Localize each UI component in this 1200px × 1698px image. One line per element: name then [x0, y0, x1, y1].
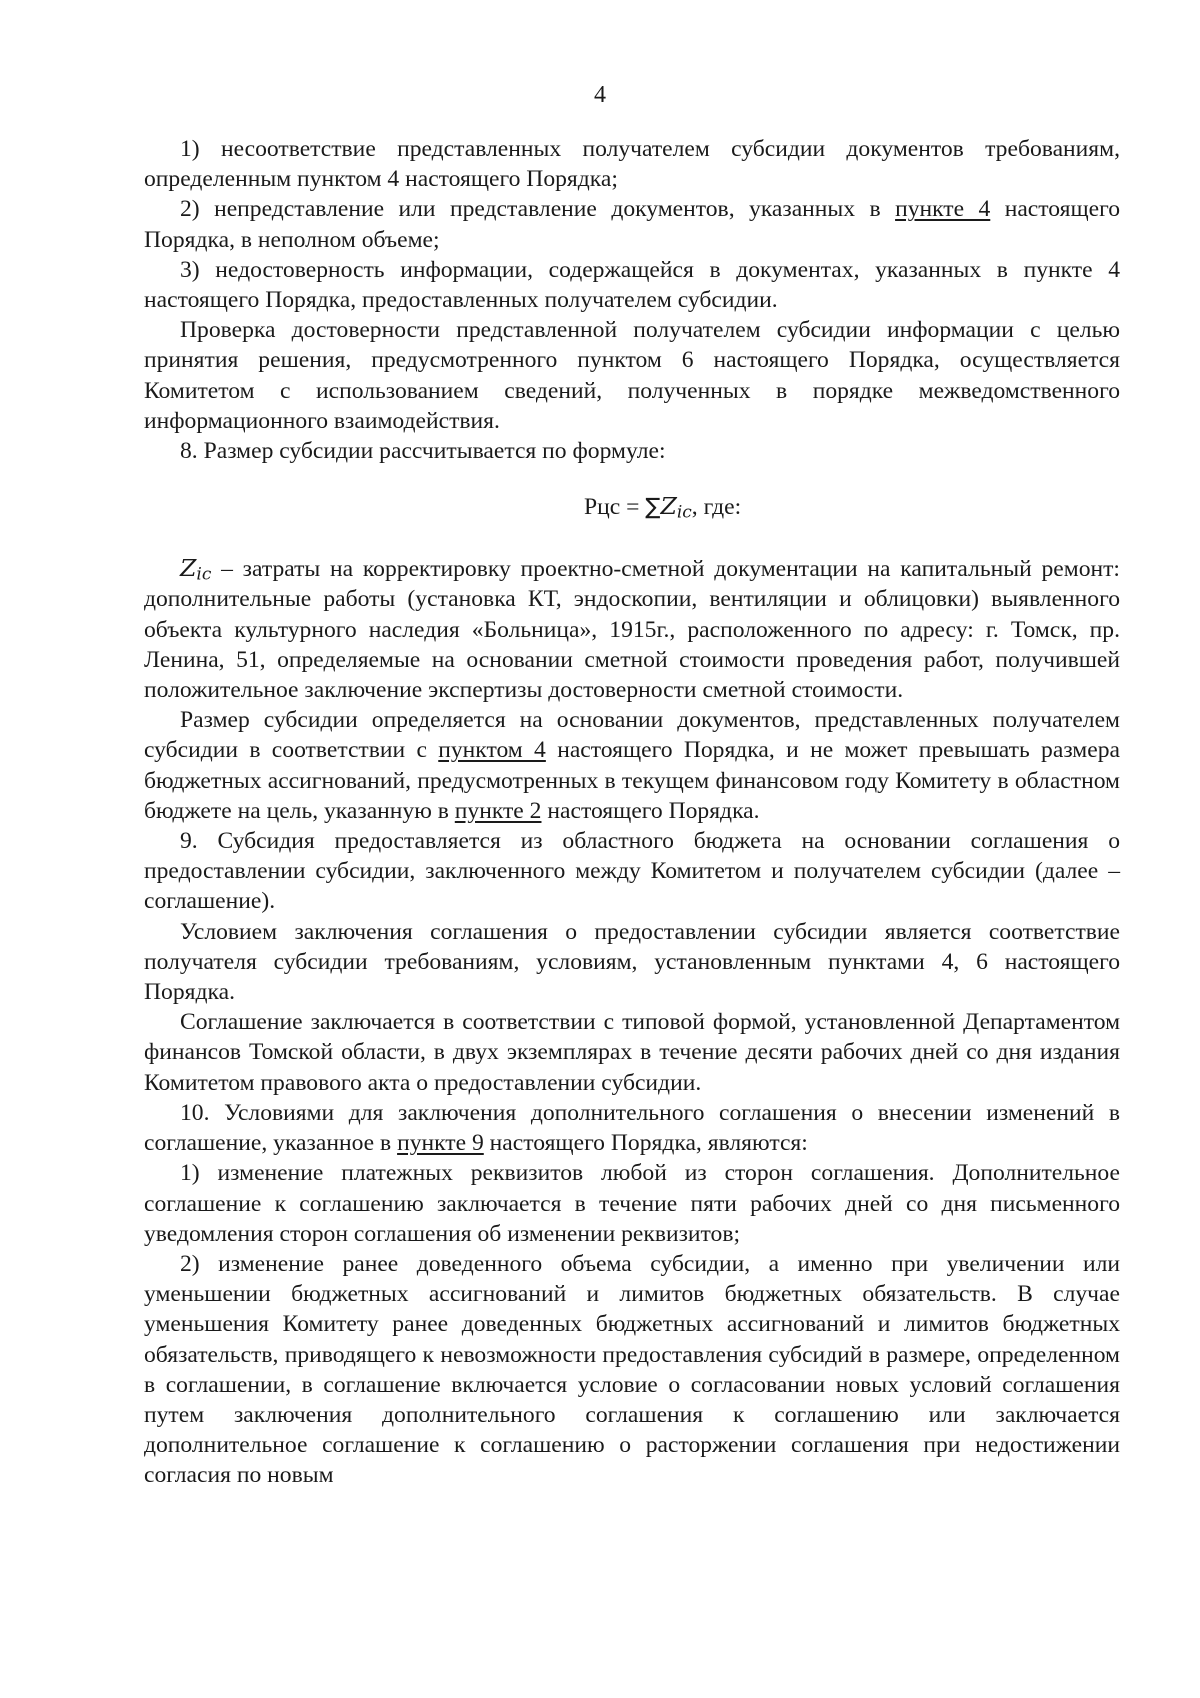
text-segment: 10. Условиями для заключения дополнительного соглашения о внесении изменений в соглашение, указанное в — [144, 1099, 1120, 1157]
formula-lhs: Рцс = — [584, 494, 646, 521]
paragraph-condition-1: 1) изменение платежных реквизитов любой из сторон соглашения. Дополнительное соглашение к соглашению заключается в течение пяти рабочих дней со дня письменного уведомления сторон соглашения об изменении реквизитов; — [144, 1160, 1120, 1247]
text-segment: Размер субсидии определяется на основании документов, представленных получателем субсидии в соответствии с — [144, 707, 1120, 764]
formula-tail: , где: — [691, 494, 742, 521]
paragraph-refusal-reason-1: 1) несоответствие представленных получателем субсидии документов требованиям, определенным пунктом 4 настоящего Порядка; — [144, 136, 1120, 193]
text-segment: 2) непредставление или представление документов, указанных в — [180, 196, 896, 223]
definition-variable: Z — [180, 554, 197, 583]
paragraph-clause-9: 9. Субсидия предоставляется из областного бюджета на основании соглашения о предоставлении субсидии, заключенного между Комитетом и получателем субсидии (далее – соглашение). — [144, 828, 1120, 915]
paragraph-condition-2: 2) изменение ранее доведенного объема субсидии, а именно при увеличении или уменьшении бюджетных ассигнований и лимитов бюджетных обязательств. В случае уменьшения Комитету ранее доведенных бюджетных ассигнований и лимитов бюджетных обязательств, приводящего к невозможности предоставления субсидий в размере, определенном в соглашении, в соглашение включается условие о согласовании новых условий соглашения путем заключения дополнительного соглашения к соглашению или заключается дополнительное соглашение к соглашению о расторжении соглашения при недостижении согласия по новым — [144, 1250, 1120, 1489]
paragraph-clause-10 — [144, 1098, 1120, 1158]
link-clause-2[interactable]: пункте 2 — [454, 797, 542, 824]
paragraph-formula-definition — [144, 553, 1120, 705]
document-body — [144, 134, 1120, 1491]
link-clause-4[interactable]: пункте 4 — [895, 196, 991, 223]
link-clause-4[interactable]: пунктом 4 — [438, 737, 546, 764]
definition-text: – затраты на корректировку проектно-сметной документации на капитальный ремонт: дополнительные работы (установка КТ, эндоскопии, вентиляции и облицовки) выявленного объекта культурного наследия «Больница», 1915г., расположенного по адресу: г. Томск, пр. Ленина, 51, определяемые на основании сметной стоимости проведения работ, получившей положительное заключение экспертизы достоверности сметной стоимости. — [144, 556, 1120, 704]
formula-subscript: ic — [676, 502, 692, 523]
definition-subscript: ic — [196, 564, 212, 585]
paragraph-agreement-condition: Условием заключения соглашения о предоставлении субсидии является соответствие получателя субсидии требованиям, условиям, установленным пунктами 4, 6 настоящего Порядка. — [144, 918, 1120, 1006]
text-segment: настоящего Порядка, и не может превышать размера бюджетных ассигнований, предусмотренных в текущем финансовом году Комитету в областном бюджете на цель, указанную в — [144, 737, 1120, 824]
formula-variable: Z — [660, 492, 677, 521]
paragraph-verification: Проверка достоверности представленной получателем субсидии информации с целью принятия решения, предусмотренного пунктом 6 настоящего Порядка, осуществляется Комитетом с использованием сведений, полученных в порядке межведомственного информационного взаимодействия. — [144, 317, 1120, 434]
paragraph-refusal-reason-3: 3) недостоверность информации, содержащейся в документах, указанных в пункте 4 настоящего Порядка, предоставленных получателем субсидии. — [144, 256, 1120, 314]
paragraph-clause-8: 8. Размер субсидии рассчитывается по формуле: — [180, 438, 666, 465]
paragraph-agreement-form: Соглашение заключается в соответствии с типовой формой, установленной Департаментом финансов Томской области, в двух экземплярах в течение десяти рабочих дней со дня издания Комитетом правового акта о предоставлении субсидии. — [144, 1009, 1120, 1096]
link-clause-9[interactable]: пункте 9 — [397, 1130, 484, 1157]
paragraph-subsidy-limit — [144, 705, 1120, 826]
formula — [144, 466, 1120, 553]
text-segment: настоящего Порядка. — [541, 797, 760, 824]
page-number: 4 — [594, 82, 606, 108]
paragraph-refusal-reason-2 — [144, 194, 1120, 254]
text-segment: настоящего Порядка, являются: — [483, 1130, 808, 1157]
text-segment: настоящего Порядка, в неполном объеме; — [144, 196, 1120, 253]
sum-symbol: ∑ — [645, 494, 661, 521]
